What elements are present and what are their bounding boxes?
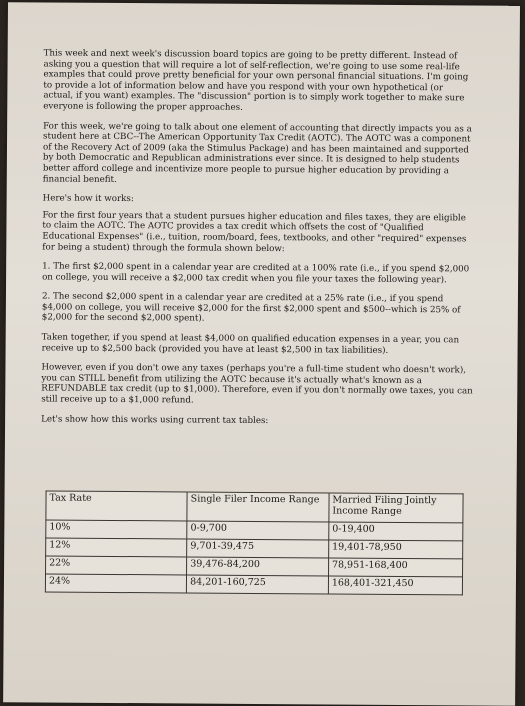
- refundable-paragraph: However, even if you don't owe any taxes (perhaps you're a full-time student who doesn't work), you can STILL benefit from utilizing the AOTC because it's actually what's known as a REFUNDABLE tax credit (up to $1,000). Therefore, even if you don't normally owe taxes, you can still receive up to a $1,000 refund.: [41, 362, 473, 406]
- single-range-cell: 9,701-39,475: [187, 539, 329, 558]
- document-body: [41, 48, 476, 436]
- header-tax-rate: Tax Rate: [46, 491, 187, 521]
- married-range-cell: 78,951-168,400: [328, 558, 462, 577]
- tax-rate-cell: 24%: [45, 574, 186, 593]
- single-range-cell: 84,201-160,725: [187, 575, 329, 594]
- tax-rate-table: [45, 490, 464, 595]
- single-range-cell: 0-9,700: [187, 521, 329, 540]
- single-range-cell: 39,476-84,200: [187, 557, 329, 576]
- eligibility-paragraph: For the first four years that a student pursues higher education and files taxes, they are eligible to claim the AOTC. The AOTC provides a tax credit which offsets the cost of "Qualified Educational Expenses" (i.e., tuition, room/board, fees, textbooks, and other "required" expenses for being a student) through the formula shown below:: [42, 210, 467, 254]
- tax-rate-cell: 12%: [46, 538, 187, 557]
- tax-rate-cell: 22%: [46, 556, 187, 575]
- header-single-filer: Single Filer Income Range: [187, 492, 329, 522]
- paper-sheet: [3, 2, 520, 706]
- aotc-overview-paragraph: For this week, we're going to talk about one element of accounting that directly impacts you as a student here at CBC--The American Opportunity Tax Credit (AOTC). The AOTC was a component of the Recovery Act of 2009 (aka the Stimulus Package) and has been maintained and supported by both Democratic and Republican administrations ever since. It is designed to help students better afford college and incentivize more people to pursue higher education by providing a financial benefit.: [42, 121, 472, 185]
- header-married-jointly: Married Filing Jointly Income Range: [329, 493, 463, 523]
- table-row: [45, 574, 462, 595]
- married-range-cell: 19,401-78,950: [329, 540, 463, 559]
- table-header-row: [46, 491, 463, 523]
- intro-paragraph: This week and next week's discussion board topics are going to be pretty different. Instead of asking you a question that will require a lot of self-reflection, we're going to use some real-life examples that could prove pretty beneficial for your own personal financial situations. I'm going to provide a lot of information below and have you respond with your own hypothetical (or actual, if you want) examples. The "discussion" portion is to simply work together to make sure everyone is following the proper approaches.: [43, 48, 469, 113]
- married-range-cell: 168,401-321,450: [328, 576, 462, 595]
- married-range-cell: 0-19,400: [329, 522, 463, 541]
- rule-one-paragraph: 1. The first $2,000 spent in a calendar year are credited at a 100% rate (i.e., if you spend $2,000 on college, you will receive a $2,000 tax credit when you file your taxes the following year).: [42, 261, 470, 285]
- rule-two-paragraph: 2. The second $2,000 spent in a calendar year are credited at a 25% rate (i.e., if you spend $4,000 on college, you will receive $2,000 for the first $2,000 spent and $500--which is 25% of $2,000 for the second $2,000 spent).: [41, 291, 461, 325]
- tax-tables-intro: Let's show how this works using current tax tables:: [41, 414, 269, 426]
- how-it-works-heading: Here's how it works:: [42, 193, 134, 205]
- combined-paragraph: Taken together, if you spend at least $4,000 on qualified education expenses in a year, you can receive up to $2,500 back (provided you have at least $2,500 in tax liabilities).: [41, 332, 460, 356]
- tax-rate-cell: 10%: [46, 520, 187, 539]
